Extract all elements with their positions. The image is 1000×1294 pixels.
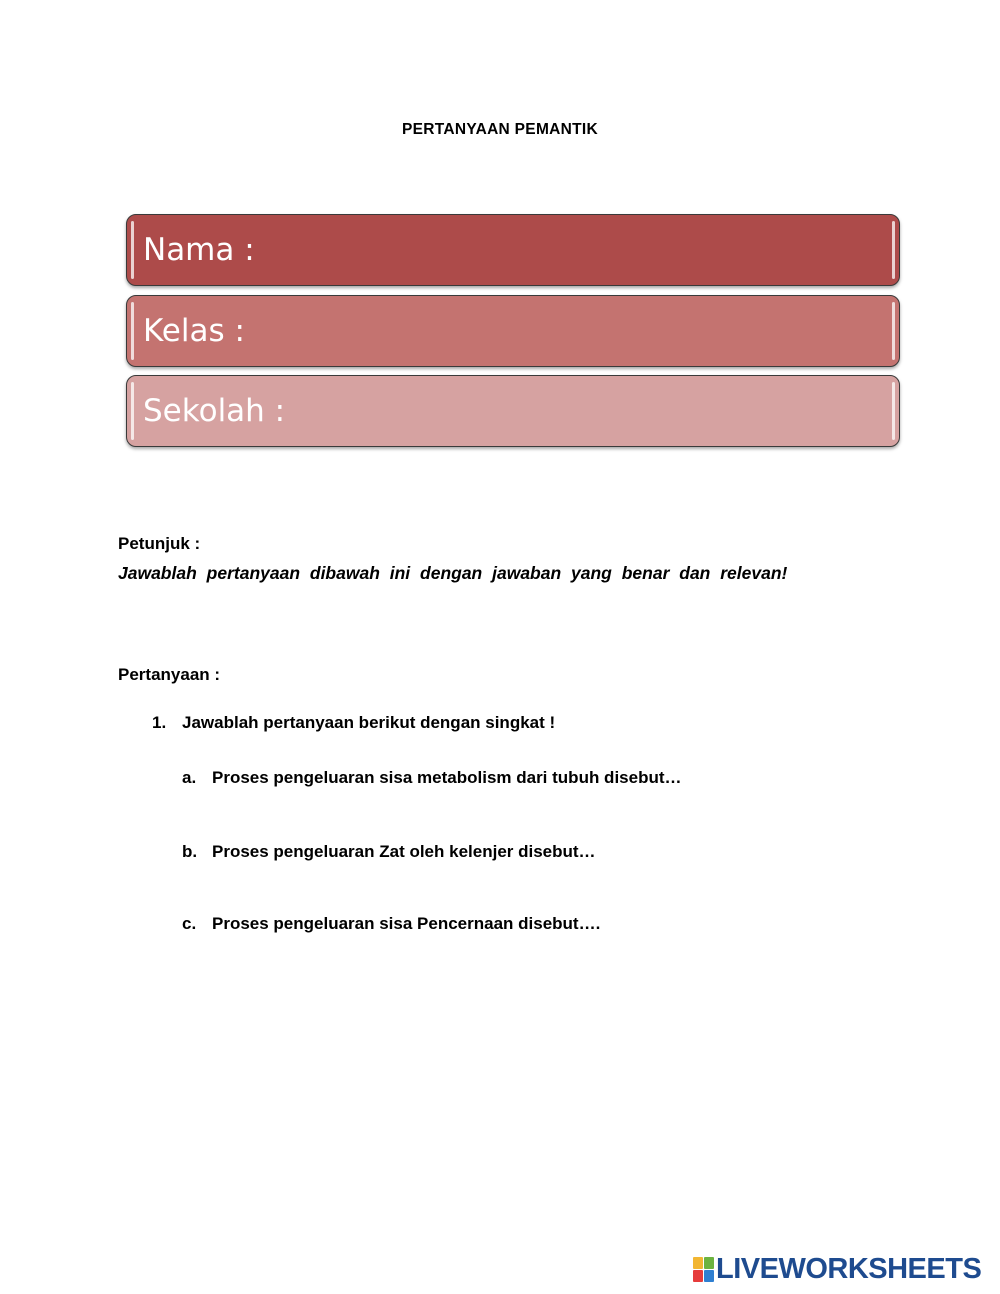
liveworksheets-logo[interactable] [693,1254,981,1284]
question-1c [182,914,600,934]
question-1b-text: Proses pengeluaran Zat oleh kelenjer disebut… [212,842,596,861]
page-title: PERTANYAAN PEMANTIK [401,121,599,138]
school-field[interactable] [126,375,900,447]
question-1c-letter: c. [182,914,197,933]
logo-square-4 [704,1270,714,1282]
liveworksheets-logo-icon [693,1257,714,1282]
class-field-label: Kelas : [143,313,245,349]
logo-square-1 [693,1257,703,1269]
school-field-label: Sekolah : [143,393,286,429]
class-field[interactable] [126,295,900,367]
question-1c-text: Proses pengeluaran sisa Pencernaan disebut…. [212,914,601,933]
questions-label: Pertanyaan : [118,665,221,684]
name-field[interactable] [126,214,900,286]
name-field-label: Nama : [143,232,255,268]
logo-square-2 [704,1257,714,1269]
question-1b-letter: b. [182,842,198,861]
logo-text: LIVEWORKSHEETS [716,1252,982,1285]
instructions-text: Jawablah pertanyaan dibawah ini dengan jawaban yang benar dan relevan! [118,563,788,583]
question-1b [182,842,596,862]
question-1a-letter: a. [182,768,197,787]
question-1a [182,768,682,788]
logo-square-3 [693,1270,703,1282]
instructions-label: Petunjuk : [118,534,201,553]
question-1-number: 1. [152,713,167,732]
question-1a-text: Proses pengeluaran sisa metabolism dari tubuh disebut… [212,768,682,787]
question-1 [152,713,555,733]
question-1-text: Jawablah pertanyaan berikut dengan singkat ! [182,713,556,732]
